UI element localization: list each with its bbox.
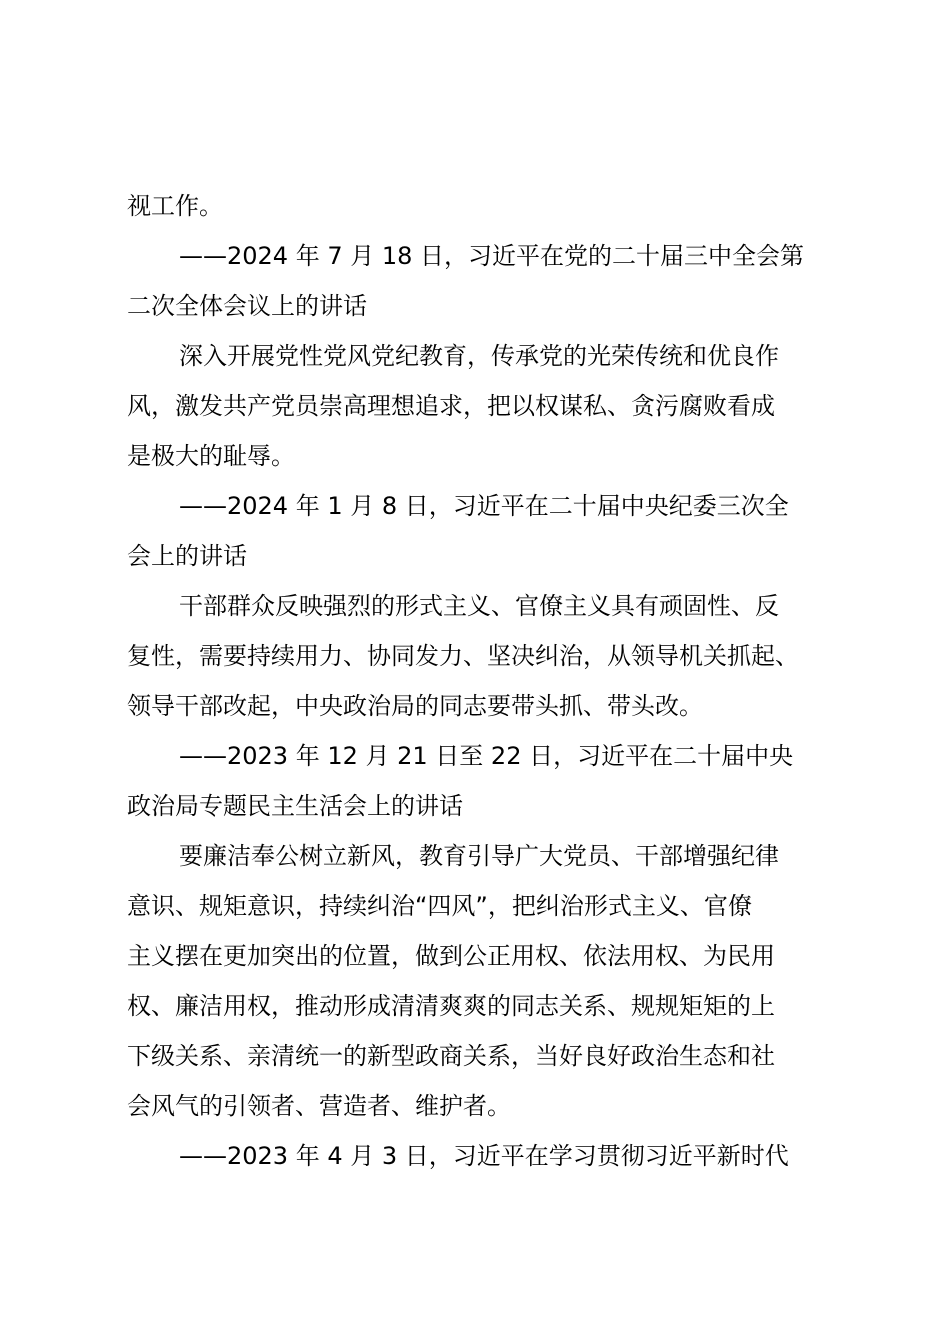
text-line: 复性，需要持续用力、协同发力、坚决纠治，从领导机关抓起、 bbox=[127, 642, 799, 670]
quote-source-line: ——2024 年 7 月 18 日，习近平在党的二十届三中全会第 bbox=[179, 242, 805, 270]
text-line: 意识、规矩意识，持续纠治“四风”，把纠治形式主义、官僚 bbox=[127, 892, 752, 920]
text-line: 二次全体会议上的讲话 bbox=[127, 292, 367, 320]
paragraph-first-line: 深入开展党性党风党纪教育，传承党的光荣传统和优良作 bbox=[179, 342, 779, 370]
text-line: 是极大的耻辱。 bbox=[127, 442, 295, 470]
text-line: 权、廉洁用权，推动形成清清爽爽的同志关系、规规矩矩的上 bbox=[127, 992, 775, 1020]
document-body bbox=[127, 181, 837, 1181]
quote-source-line: ——2024 年 1 月 8 日，习近平在二十届中央纪委三次全 bbox=[179, 492, 789, 520]
paragraph-first-line: 干部群众反映强烈的形式主义、官僚主义具有顽固性、反 bbox=[179, 592, 779, 620]
text-line: 视工作。 bbox=[127, 192, 223, 220]
text-line: 风，激发共产党员崇高理想追求，把以权谋私、贪污腐败看成 bbox=[127, 392, 775, 420]
text-line: 政治局专题民主生活会上的讲话 bbox=[127, 792, 463, 820]
text-line: 领导干部改起，中央政治局的同志要带头抓、带头改。 bbox=[127, 692, 703, 720]
text-line: 主义摆在更加突出的位置，做到公正用权、依法用权、为民用 bbox=[127, 942, 775, 970]
quote-source-line: ——2023 年 4 月 3 日，习近平在学习贯彻习近平新时代 bbox=[179, 1142, 789, 1170]
paragraph-first-line: 要廉洁奉公树立新风，教育引导广大党员、干部增强纪律 bbox=[179, 842, 779, 870]
text-line: 会风气的引领者、营造者、维护者。 bbox=[127, 1092, 511, 1120]
quote-source-line: ——2023 年 12 月 21 日至 22 日，习近平在二十届中央 bbox=[179, 742, 794, 770]
text-line: 会上的讲话 bbox=[127, 542, 247, 570]
text-line: 下级关系、亲清统一的新型政商关系，当好良好政治生态和社 bbox=[127, 1042, 775, 1070]
